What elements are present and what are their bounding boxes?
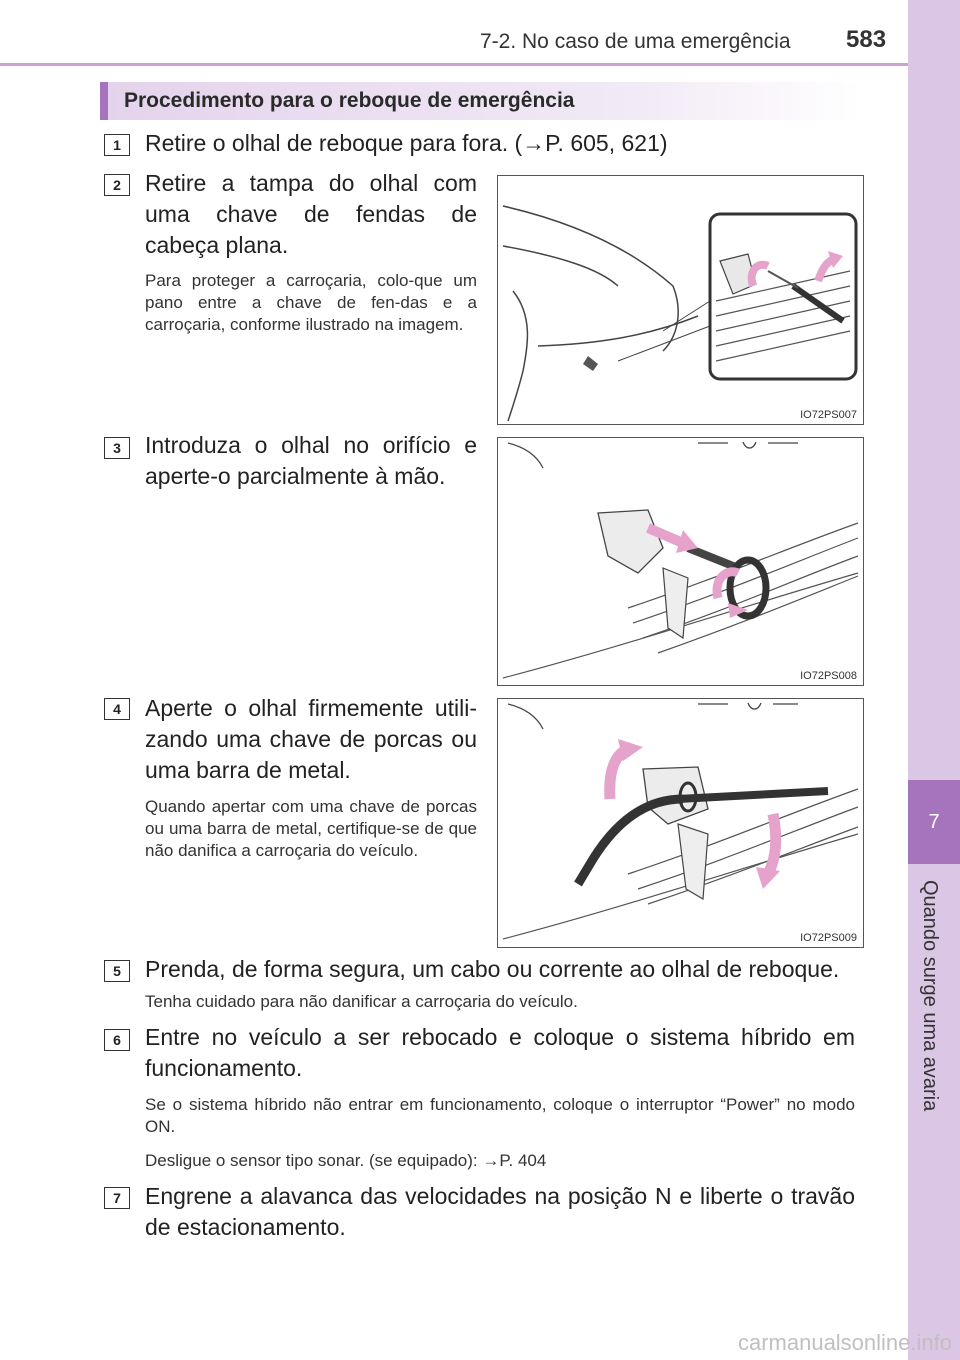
step-number-1: 1 bbox=[104, 134, 130, 156]
step-note-2: Para proteger a carroçaria, colo-que um pano entre a chave de fen-das e a carroçaria, conforme ilustrado na imagem. bbox=[145, 271, 477, 334]
step-note-6: Se o sistema híbrido não entrar em funcionamento, coloque o interruptor “Power” no modo ON. bbox=[145, 1095, 855, 1136]
chapter-side-tab[interactable] bbox=[908, 0, 960, 1360]
illustration-insert-eyelet bbox=[498, 438, 863, 685]
watermark-footer: carmanualsonline.info bbox=[737, 1330, 952, 1355]
section-title: Procedimento para o reboque de emergência bbox=[100, 82, 862, 120]
figure-tighten-eyelet bbox=[497, 698, 864, 948]
step-text-6: Entre no veículo a ser rebocado e coloque o sistema híbrido em funcionamento. bbox=[145, 1024, 855, 1081]
page-number: 583 bbox=[846, 26, 887, 53]
step-number-6: 6 bbox=[104, 1029, 130, 1051]
step-text-2: Retire a tampa do olhal com uma chave de fendas de cabeça plana. bbox=[145, 170, 477, 258]
figure-remove-cover bbox=[497, 175, 864, 425]
step-text-3: Introduza o olhal no orifício e aperte-o parcialmente à mão. bbox=[145, 432, 477, 489]
step-text-4: Aperte o olhal firmemente utili-zando uma chave de porcas ou uma barra de metal. bbox=[145, 695, 477, 783]
step-text-7: Engrene a alavanca das velocidades na posição N e liberte o travão de estacionamento. bbox=[145, 1183, 855, 1240]
step-number-5: 5 bbox=[104, 960, 130, 982]
figure-insert-eyelet bbox=[497, 437, 864, 686]
step-note-4: Quando apertar com uma chave de porcas ou uma barra de metal, certifique-se de que não danifica a carroçaria do veículo. bbox=[145, 797, 477, 860]
step-note-5: Tenha cuidado para não danificar a carroçaria do veículo. bbox=[145, 992, 578, 1011]
step-number-4: 4 bbox=[104, 698, 130, 720]
step-number-3: 3 bbox=[104, 437, 130, 459]
header-section-title: 7-2. No caso de uma emergência bbox=[480, 30, 791, 53]
header-rule bbox=[0, 63, 908, 66]
illustration-remove-cover bbox=[498, 176, 863, 424]
illustration-tighten-eyelet bbox=[498, 699, 863, 947]
figure-code-3: IO72PS008 bbox=[800, 670, 857, 682]
step-text-1: Retire o olhal de reboque para fora. (→P. 605, 621) bbox=[145, 130, 668, 156]
figure-code-4: IO72PS009 bbox=[800, 932, 857, 944]
step-text-5: Prenda, de forma segura, um cabo ou corrente ao olhal de reboque. bbox=[145, 956, 840, 982]
figure-code-2: IO72PS007 bbox=[800, 409, 857, 421]
step-note-6b: Desligue o sensor tipo sonar. (se equipado): →P. 404 bbox=[145, 1151, 547, 1170]
chapter-title[interactable]: Quando surge uma avaria bbox=[919, 880, 941, 1112]
step-number-7: 7 bbox=[104, 1187, 130, 1209]
chapter-number[interactable]: 7 bbox=[908, 780, 960, 864]
step-number-2: 2 bbox=[104, 174, 130, 196]
